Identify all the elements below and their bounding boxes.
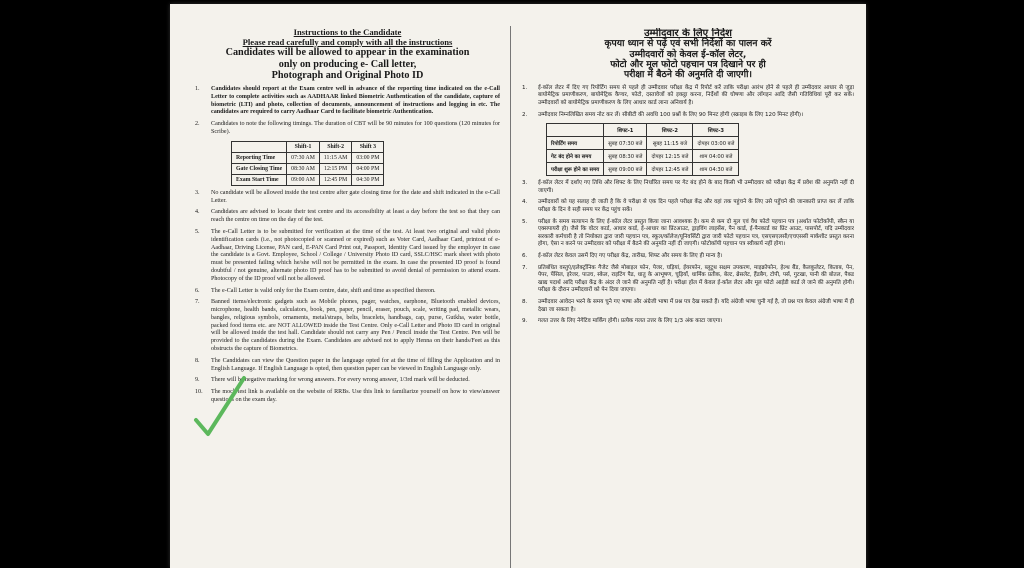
- instruction-item: [195, 299, 500, 354]
- table-row: [547, 163, 739, 176]
- table-header-row: [547, 124, 739, 137]
- item-number: 4.: [195, 209, 200, 216]
- table-cell: 03:00 PM: [352, 152, 384, 163]
- table-cell: परीक्षा शुरू होने का समय: [547, 163, 604, 176]
- item-text: गलत उत्तर के लिए नेगेटिव मार्किंग होगी। प्रत्येक गलत उत्तर के लिए 1/3 अंक काटा जाएगा।: [538, 318, 723, 325]
- item-text: Candidates are advised to locate their test centre and its accessibility at least a day before the test so that they can reach the centre on time on the day of the test.: [211, 209, 500, 224]
- item-text: ई-कॉल लेटर केवल उसमें दिए गए परीक्षा केंद्र, तारीख, शिफ्ट और समय के लिए ही मान्य है।: [538, 252, 723, 259]
- instruction-item: [195, 229, 500, 284]
- column-divider: [510, 26, 511, 568]
- heading-line: फोटो और मूल फोटो पहचान पत्र दिखाने पर ही: [610, 59, 766, 71]
- table-cell: शाम 04:30 बजे: [693, 163, 739, 176]
- table-row: [232, 163, 384, 174]
- instruction-item: [522, 253, 854, 261]
- table-cell: गेट बंद होने का समय: [547, 150, 604, 163]
- instruction-item: [522, 265, 854, 295]
- table-row: [232, 174, 384, 185]
- table-cell: 09:00 AM: [287, 174, 320, 185]
- table-cell: रिपोर्टिंग समय: [547, 137, 604, 150]
- heading-title: उम्मीदवार के लिए निर्देश: [644, 28, 732, 39]
- table-header-row: [232, 141, 384, 152]
- instruction-item: [195, 209, 500, 225]
- item-text: प्रतिबंधित वस्तुएं/इलेक्ट्रॉनिक गैजेट जैसे मोबाइल फोन, पेजर, घड़ियां, ईयरफोन, ब्लूटूथ सक्षम उपकरण, माइक्रोफोन, हेल्थ बैंड, कैलकुलेटर, किताब, पेन, पेपर, पेंसिल, इरेजर, पाउच, स्केल, राइटिंग पैड, धातु के आभूषण, चूड़ियाँ, धार्मिक प्रतीक, बेल्ट, ब्रेसलेट, हैंडबैग, टोपी, पर्स, गुटखा, पानी की बोतल, पैक्ड खाद्य पदार्थ आदि परीक्षा केंद्र के अंदर ले जाने की अनुमति नहीं है। परीक्षा हॉल में केवल ई-कॉल लेटर और मूल फोटो आईडी कार्ड ले जाने की अनुमति होगी। परीक्षा के दौरान उम्मीदवारों को पेन दिया जाएगा।: [538, 264, 854, 294]
- item-text: The mock test link is available on the website of RRBs. Use this link to familiarize yourself on how to view/answer questions on the exam day.: [211, 389, 500, 404]
- table-cell: 08:30 AM: [287, 163, 320, 174]
- heading-line: Photograph and Original Photo ID: [271, 70, 424, 82]
- instruction-item: [522, 85, 854, 108]
- item-number: 3.: [195, 189, 200, 196]
- heading-title: Instructions to the Candidate: [293, 28, 402, 37]
- table-cell: 07:30 AM: [287, 152, 320, 163]
- item-text: There will be negative marking for wrong answers. For every wrong answer, 1/3rd mark will be deducted.: [211, 377, 470, 384]
- table-cell: सुबह 09:00 बजे: [604, 163, 647, 176]
- item-text: The Candidates can view the Question paper in the language opted for at the time of filling the Application and in English Language. If English Language is opted, then question paper can be viewed in English Language only.: [211, 357, 500, 372]
- table-header: Shift-2: [319, 141, 351, 152]
- table-row: [547, 137, 739, 150]
- table-cell: Reporting Time: [232, 152, 287, 163]
- item-number: 3.: [522, 180, 528, 187]
- item-number: 1.: [195, 85, 200, 92]
- item-text: उम्मीदवार निम्नलिखित समय नोट कर लें। सीबीटी की अवधि 100 प्रश्नों के लिए 90 मिनट होगी (स्क्राइब के लिए 120 मिनट होगी)।: [538, 111, 804, 118]
- item-number: 5.: [522, 218, 528, 225]
- table-header: शिफ्ट-2: [647, 124, 693, 137]
- instruction-item: [195, 288, 500, 296]
- item-number: 2.: [522, 111, 528, 118]
- table-cell: शाम 04:00 बजे: [693, 150, 739, 163]
- item-text: Banned items/electronic gadgets such as Mobile phones, pager, watches, earphone, Bluetooth enabled devices, microphone, health bands, calculators, book, pen, paper, pencil, eraser, pouch, scale, writing pad, metallic wears, bangles, religious symbols, ornaments, metal/straps, belts, bracelets, handbags, cap, purse, Gutkha, water bottle, packed food items etc. are NOT ALLOWED inside the Test Centre. Only e-Call Letter and Photo ID card in original will be allowed inside the test hall. Candidate should not carry any Pen / Pencil inside the Test Centre. Pen will be provided to the candidates during the Exam. Candidates are advised not to apply Henna on their hands/Feet as this obstructs the capture of Biometrics.: [211, 299, 500, 353]
- heading-line: परीक्षा में बैठने की अनुमति दी जाएगी।: [624, 69, 752, 81]
- table-cell: 04:30 PM: [352, 174, 384, 185]
- item-number: 4.: [522, 199, 528, 206]
- table-cell: दोपहर 12:15 बजे: [647, 150, 693, 163]
- table-header: शिफ्ट-1: [604, 124, 647, 137]
- english-column: [195, 28, 500, 568]
- heading-line: उम्मीदवारों को केवल ई-कॉल लेटर,: [629, 48, 747, 60]
- item-text: The e-Call Letter is to be submitted for verification at the time of the test. At least two original and valid photo identification cards (i.e., not photocopied or scanned or expired) such as Voter Card, Aadhaar Card, printout of e-Aadhaar, Driving License, PAN card, E-PAN Card Print out, Passport, Identity Card issued by the employer in case the candidate is a Govt. Employee, School / College / University Photo ID card, SSLC/HSC mark sheet with photo must be presented failing which he/she will not be permitted in the exam. In case the presented ID proof is found doubtful / not genuine, alternate photo ID proof has to be submitted to avoid denial of permission to attend exam. Photocopy of the ID proof will not be allowed.: [211, 228, 500, 282]
- table-cell: Exam Start Time: [232, 174, 287, 185]
- check-mark-icon: [192, 372, 252, 442]
- item-number: 9.: [195, 377, 200, 384]
- instruction-item: [195, 121, 500, 137]
- table-row: [232, 152, 384, 163]
- heading-line: only on producing e- Call letter,: [278, 58, 417, 70]
- item-text: Candidates should report at the Exam centre well in advance of the reporting time indicated on the e-Call Letter to complete activities such as AADHAAR linked Biometric Authentication of the candidate, capture of biometric (LTI) and photo, collection of documents, announcement of instructions and logging in etc. The candidates are required to carry Aadhaar Card to facilitate biometric Authentication.: [211, 85, 500, 116]
- item-text: No candidate will be allowed inside the test centre after gate closing time for the date and shift indicated in the e-Call Letter.: [211, 189, 500, 204]
- item-number: 2.: [195, 121, 200, 128]
- english-heading: [195, 28, 500, 82]
- instruction-item: [522, 112, 854, 120]
- item-number: 5.: [195, 228, 200, 235]
- table-header: शिफ्ट-3: [693, 124, 739, 137]
- item-number: 8.: [195, 357, 200, 364]
- item-number: 7.: [522, 264, 528, 271]
- item-number: 6.: [522, 252, 528, 259]
- table-cell: 04:00 PM: [352, 163, 384, 174]
- item-text: उम्मीदवार आवेदन भरने के समय चुने गए भाषा और अंग्रेजी भाषा में प्रश्न पत्र देख सकते हैं। यदि अंग्रेजी भाषा चुनी गई है, तो प्रश्न पत्र केवल अंग्रेजी भाषा में ही देखा जा सकता है।: [538, 298, 854, 313]
- hindi-heading: [522, 28, 854, 81]
- table-cell: दोपहर 03:00 बजे: [693, 137, 739, 150]
- table-cell: सुबह 11:15 बजे: [647, 137, 693, 150]
- item-number: 9.: [522, 318, 528, 325]
- table-header: [232, 141, 287, 152]
- instruction-item: [522, 299, 854, 314]
- table-cell: दोपहर 12:45 बजे: [647, 163, 693, 176]
- instruction-item: [522, 199, 854, 214]
- instruction-sheet: [170, 4, 866, 568]
- table-cell: Gate Closing Time: [232, 163, 287, 174]
- heading-subtitle: Please read carefully and comply with all the instructions: [242, 36, 453, 47]
- table-cell: 12:15 PM: [319, 163, 351, 174]
- item-text: परीक्षा के समय सत्यापन के लिए ई-कॉल लेटर प्रस्तुत किया जाना आवश्यक है। कम से कम दो मूल एवं वैध फोटो पहचान पत्र (अर्थात फोटोकॉपी, स्कैन या एक्सपायरी हो) जैसे कि वोटर कार्ड, आधार कार्ड, ई-आधार का प्रिंटआउट, ड्राइविंग लाइसेंस, पैन कार्ड, ई-पैनकार्ड का प्रिंट आउट, पासपोर्ट, यदि उम्मीदवार सरकारी कर्मचारी है तो नियोक्ता द्वारा जारी पहचान पत्र, स्कूल/कॉलेज/यूनिवर्सिटी द्वारा जारी फोटो पहचान पत्र, एसएसएलसी/एचएससी मार्कशीट प्रस्तुत करना होगा, ऐसा न करने पर उम्मीदवार को परीक्षा में बैठने की अनुमति नहीं दी जाएगी। फोटोकॉपी पहचान पत्र स्वीकार्य नहीं होगा।: [538, 218, 854, 248]
- instruction-item: [522, 180, 854, 195]
- instruction-item: [522, 318, 854, 326]
- instruction-item: [522, 219, 854, 249]
- table-cell: सुबह 07:30 बजे: [604, 137, 647, 150]
- heading-line: कृपया ध्यान से पढ़ें एवं सभी निर्देशों का पालन करें: [604, 38, 772, 50]
- item-text: उम्मीदवारों को यह सलाह दी जाती है कि वे परीक्षा से एक दिन पहले परीक्षा केंद्र और वहां तक पहुंचने के लिए उसे पहुँचने की जानकारी प्राप्त कर लें ताकि परीक्षा के दिन वे सही समय पर केंद्र पहुंच सकें।: [538, 199, 854, 214]
- item-number: 6.: [195, 287, 200, 294]
- item-number: 1.: [522, 84, 528, 91]
- instruction-item: [195, 86, 500, 117]
- item-text: Candidates to note the following timings. The duration of CBT will be 90 minutes for 100 questions (120 minutes for Scribe).: [211, 121, 500, 135]
- item-number: 8.: [522, 298, 528, 305]
- item-text: ई-कॉल लेटर में दर्शाए गए तिथि और शिफ्ट के लिए निर्धारित समय पर गेट बंद होने के बाद किसी भी उम्मीदवार को परीक्षा केंद्र में प्रवेश की अनुमति नहीं दी जाएगी।: [538, 180, 854, 194]
- item-text: The e-Call Letter is valid only for the Exam centre, date, shift and time as specified thereon.: [211, 287, 436, 294]
- item-number: 10.: [195, 389, 203, 396]
- instruction-item: [195, 190, 500, 206]
- table-cell: सुबह 08:30 बजे: [604, 150, 647, 163]
- hindi-column: [522, 28, 854, 568]
- table-header: [547, 124, 604, 137]
- table-header: Shift-1: [287, 141, 320, 152]
- shift-timing-table: [231, 141, 384, 186]
- table-cell: 11:15 AM: [319, 152, 351, 163]
- table-header: Shift 3: [352, 141, 384, 152]
- heading-line: Candidates will be allowed to appear in the examination: [225, 47, 470, 59]
- table-row: [547, 150, 739, 163]
- shift-timing-table: [546, 123, 739, 176]
- item-number: 7.: [195, 299, 200, 306]
- item-text: ई-कॉल लेटर में दिए गए रिपोर्टिंग समय से पहले ही उम्मीदवार परीक्षा केंद्र में रिपोर्ट करें ताकि परीक्षा आरंभ होने से पहले ही उम्मीदवार आधार से जुड़ा बायोमेट्रिक प्रमाणीकरण, बायोमेट्रिक कैप्चर, फोटो, दस्तावेजों को इकट्ठा करना, निर्देशों की घोषणा और लॉगइन आदि जैसी गतिविधियां पूरी कर सकें। उम्मीदवारों को बायोमेट्रिक प्रमाणीकरण के लिए आधार कार्ड लाना अनिवार्य है।: [538, 84, 854, 107]
- table-cell: 12:45 PM: [319, 174, 351, 185]
